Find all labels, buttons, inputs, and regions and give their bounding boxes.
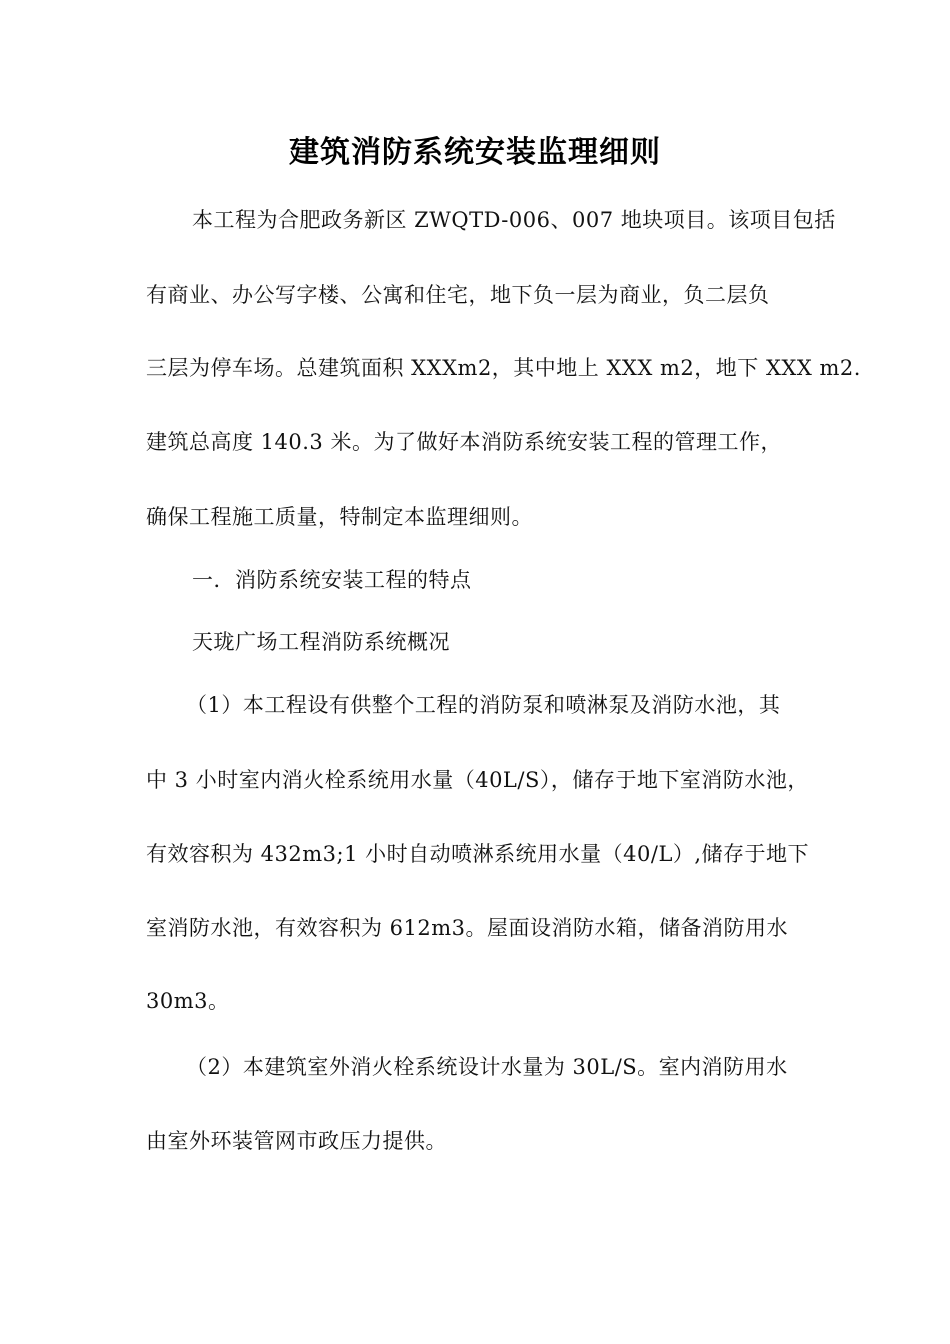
paragraph-line: 三层为停车场。总建筑面积 XXXm2，其中地上 XXX m2，地下 XXX m2. (146, 356, 861, 380)
paragraph-line: 30m3。 (146, 989, 230, 1013)
paragraph-line: （2）本建筑室外消火栓系统设计水量为 30L/S。室内消防用水 (186, 1055, 788, 1079)
paragraph-line: （1）本工程设有供整个工程的消防泵和喷淋泵及消防水池，其 (186, 693, 781, 717)
paragraph-line: 建筑总高度 140.3 米。为了做好本消防系统安装工程的管理工作， (146, 430, 782, 454)
section-heading: 一．消防系统安装工程的特点 (192, 568, 472, 592)
subsection-heading: 天珑广场工程消防系统概况 (192, 630, 450, 654)
paragraph-line: 本工程为合肥政务新区 ZWQTD-006、007 地块项目。该项目包括 (192, 208, 836, 232)
paragraph-line: 有商业、办公写字楼、公寓和住宅，地下负一层为商业，负二层负 (146, 283, 770, 307)
document-title: 建筑消防系统安装监理细则 (289, 135, 661, 170)
paragraph-line: 有效容积为 432m3;1 小时自动喷淋系统用水量（40/L）,储存于地下 (146, 842, 810, 866)
paragraph-line: 室消防水池，有效容积为 612m3。屋面设消防水箱，储备消防用水 (146, 916, 789, 940)
paragraph-line: 确保工程施工质量，特制定本监理细则。 (146, 505, 533, 529)
paragraph-line: 中 3 小时室内消火栓系统用水量（40L/S），储存于地下室消防水池， (146, 768, 809, 792)
paragraph-line: 由室外环装管网市政压力提供。 (146, 1129, 447, 1153)
